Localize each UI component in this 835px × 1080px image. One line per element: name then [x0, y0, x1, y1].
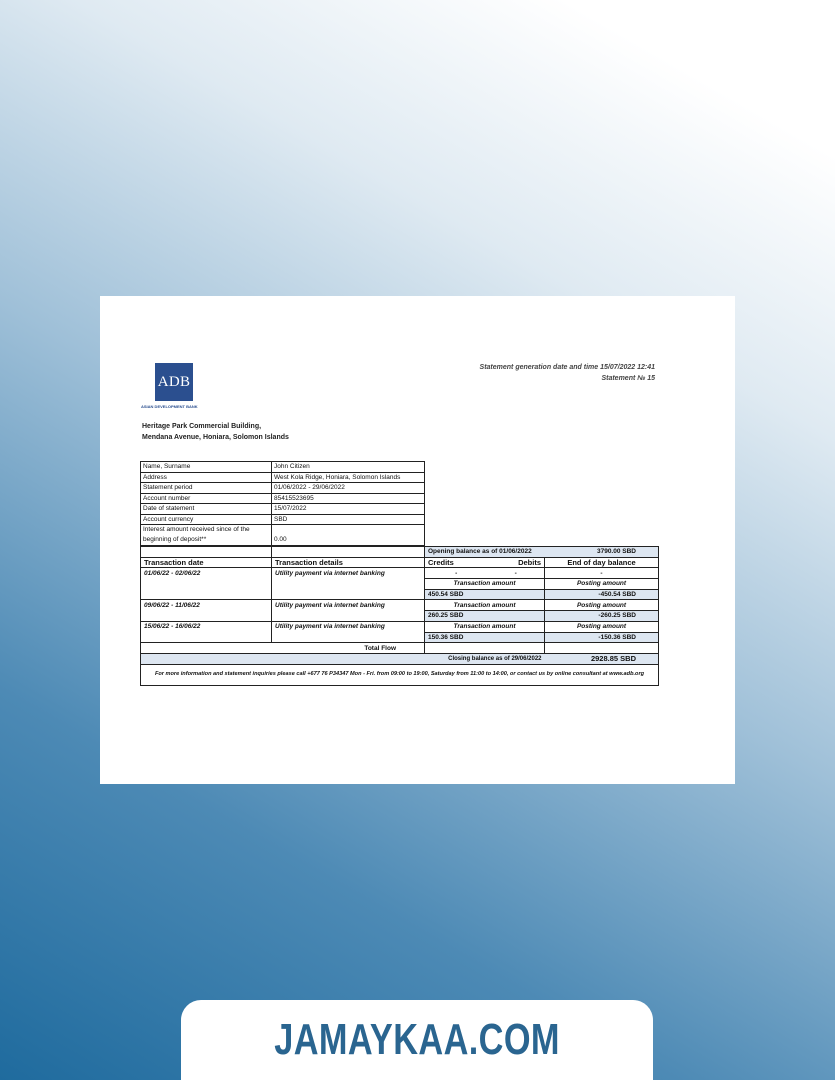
- info-label: Name, Surname: [141, 462, 272, 473]
- generation-datetime: Statement generation date and time 15/07/2022 12:41: [479, 364, 655, 371]
- bank-address-line1: Heritage Park Commercial Building,: [142, 423, 262, 430]
- transaction-amount: 260.25 SBD: [425, 611, 545, 622]
- info-label: Account number: [141, 493, 272, 504]
- transaction-date: 09/06/22 - 11/06/22: [141, 600, 272, 611]
- transaction-amount: 150.36 SBD: [425, 632, 545, 643]
- transaction-date: 15/06/22 - 16/06/22: [141, 621, 272, 632]
- transaction-amount-label: Transaction amount: [425, 600, 545, 611]
- posting-amount: -450.54 SBD: [545, 589, 659, 600]
- header-end-of-day-balance: End of day balance: [545, 557, 659, 568]
- statement-number: Statement № 15: [601, 375, 655, 382]
- account-info-table: [140, 461, 425, 546]
- statement-generation-info: [480, 362, 655, 384]
- info-row-name: [141, 462, 425, 473]
- posting-amount: -150.36 SBD: [545, 632, 659, 643]
- total-flow-row: [141, 643, 659, 654]
- table-header-row: [141, 557, 659, 568]
- posting-amount-label: Posting amount: [545, 579, 659, 590]
- info-row-date: [141, 504, 425, 515]
- bank-logo: [141, 363, 209, 409]
- header-credits: Credits: [425, 557, 488, 568]
- table-row: [141, 589, 659, 600]
- info-value: 0.00: [272, 525, 425, 546]
- header-debits: Debits: [487, 557, 544, 568]
- table-row: [141, 621, 659, 632]
- contact-note: For more information and statement inquiries please call +677 76 P34347 Mon - Fri. from 09:00 to 19:00, Saturday from 11:00 to 14:00, or contact us by online consultant at www.adb.org: [141, 664, 659, 685]
- end-of-day-value: -: [545, 568, 659, 579]
- closing-balance-amount: 2928.85 SBD: [545, 653, 659, 664]
- footer-row: [141, 664, 659, 685]
- table-row: [141, 600, 659, 611]
- logo-caption: ASIAN DEVELOPMENT BANK: [141, 404, 198, 409]
- debits-value: -: [487, 568, 544, 579]
- opening-balance-row: [141, 547, 659, 558]
- transaction-amount-label: Transaction amount: [425, 579, 545, 590]
- transaction-amount-label: Transaction amount: [425, 621, 545, 632]
- watermark-badge: [181, 1000, 653, 1080]
- opening-balance-label: Opening balance as of 01/06/2022: [425, 547, 545, 558]
- header-transaction-date: Transaction date: [141, 557, 272, 568]
- opening-balance-amount: 3790.00 SBD: [545, 547, 659, 558]
- closing-balance-row: [141, 653, 659, 664]
- posting-amount: -260.25 SBD: [545, 611, 659, 622]
- table-row: [141, 579, 659, 590]
- info-label: Interest amount received since of the beginning of deposit**: [141, 525, 272, 546]
- info-label: Account currency: [141, 514, 272, 525]
- transaction-details: Utility payment via internet banking: [272, 621, 425, 632]
- info-value: 01/06/2022 - 29/06/2022: [272, 483, 425, 494]
- info-value: John Citizen: [272, 462, 425, 473]
- transaction-details: Utility payment via internet banking: [272, 600, 425, 611]
- watermark-text: JAMAYKAA.COM: [274, 1015, 560, 1064]
- bank-statement-sheet: [100, 296, 735, 784]
- info-row-period: [141, 483, 425, 494]
- info-value: 85415523695: [272, 493, 425, 504]
- info-row-currency: [141, 514, 425, 525]
- transaction-details: Utility payment via internet banking: [272, 568, 425, 579]
- closing-balance-label: Closing balance as of 29/06/2022: [425, 653, 545, 664]
- info-label: Statement period: [141, 483, 272, 494]
- info-row-interest: [141, 525, 425, 546]
- posting-amount-label: Posting amount: [545, 621, 659, 632]
- transactions-table: [140, 546, 659, 686]
- info-value: 15/07/2022: [272, 504, 425, 515]
- adb-logo-mark: ADB: [155, 363, 193, 401]
- bank-address: [142, 421, 289, 443]
- header-transaction-details: Transaction details: [272, 557, 425, 568]
- info-row-address: [141, 472, 425, 483]
- info-value: West Kola Ridge, Honiara, Solomon Islands: [272, 472, 425, 483]
- total-flow-label: Total Flow: [272, 643, 425, 654]
- info-label: Address: [141, 472, 272, 483]
- credits-value: -: [425, 568, 488, 579]
- posting-amount-label: Posting amount: [545, 600, 659, 611]
- info-row-account-number: [141, 493, 425, 504]
- bank-address-line2: Mendana Avenue, Honiara, Solomon Islands: [142, 434, 289, 441]
- table-row: [141, 632, 659, 643]
- table-row: [141, 568, 659, 579]
- info-label: Date of statement: [141, 504, 272, 515]
- info-value: SBD: [272, 514, 425, 525]
- table-row: [141, 611, 659, 622]
- transaction-date: 01/06/22 - 02/06/22: [141, 568, 272, 579]
- transaction-amount: 450.54 SBD: [425, 589, 545, 600]
